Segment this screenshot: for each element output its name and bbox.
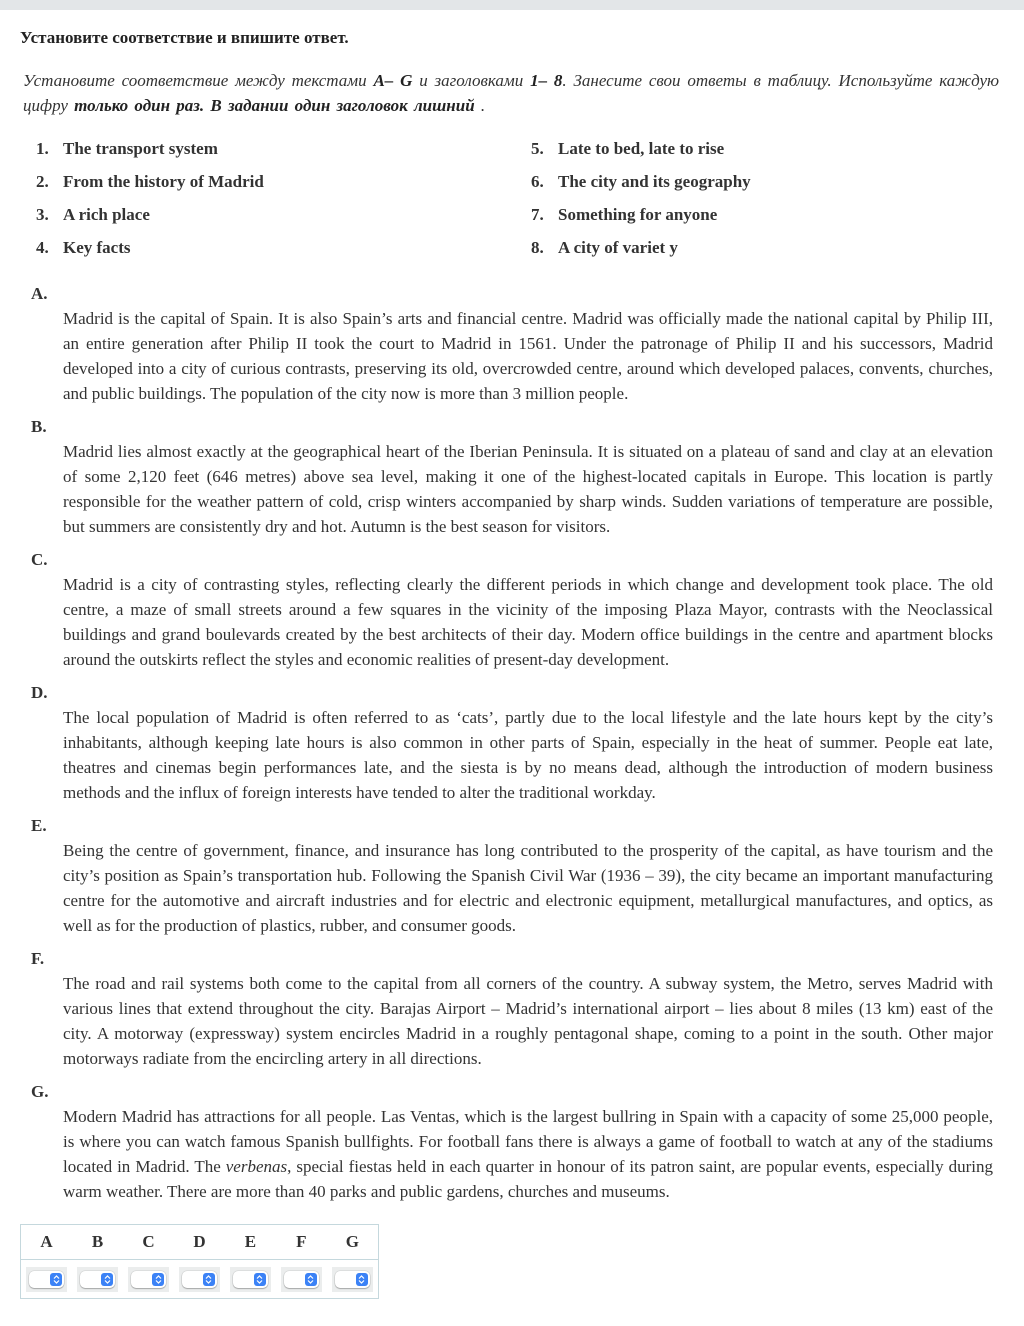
answer-cell [276, 1260, 327, 1299]
top-bar [0, 0, 1024, 10]
chevron-up-down-icon [254, 1273, 266, 1286]
heading-text: From the history of Madrid [63, 172, 264, 191]
heading-text: Key facts [63, 238, 131, 257]
heading-number: 3. [36, 205, 49, 224]
column-header-d: D [174, 1225, 225, 1260]
answer-cell [123, 1260, 174, 1299]
answer-select-wrap [26, 1267, 67, 1292]
task-instruction [23, 68, 999, 118]
passage-letter: C. [31, 550, 48, 569]
answer-cell [72, 1260, 123, 1299]
heading-text: The city and its geography [558, 172, 751, 191]
column-header-g: G [327, 1225, 379, 1260]
instruction-text: Установите соответствие между текстами [23, 71, 374, 90]
heading-item [531, 236, 996, 269]
answer-select-g[interactable] [335, 1271, 370, 1288]
heading-number: 7. [531, 205, 544, 224]
answer-select-wrap [128, 1267, 169, 1292]
passage-text-italic: verbenas [225, 1157, 288, 1176]
heading-item [36, 170, 531, 203]
heading-text: The transport system [63, 139, 218, 158]
column-header-b: B [72, 1225, 123, 1260]
chevron-up-down-icon [50, 1273, 62, 1286]
heading-number: 5. [531, 139, 544, 158]
chevron-up-down-icon [203, 1273, 215, 1286]
heading-text: Late to bed, late to rise [558, 139, 725, 158]
answer-table-select-row [21, 1260, 379, 1299]
answer-select-wrap [179, 1267, 220, 1292]
answer-select-wrap [281, 1267, 322, 1292]
chevron-up-down-icon [101, 1273, 113, 1286]
passage-text: The road and rail systems both come to the capital from all corners of the country. A subway system, the Metro, serves Madrid with various lines that extend throughout the city. Barajas Airport – Madrid’s international airport – lies about 8 miles (13 km) east of the city. A motorway (expressway) system encircles Madrid in a roughly pentagonal shape, coming to a point in the south. Other major motorways radiate from the encircling artery in all directions. [63, 974, 993, 1068]
answer-cell [327, 1260, 379, 1299]
answer-select-wrap [230, 1267, 271, 1292]
answer-select-e[interactable] [233, 1271, 268, 1288]
answer-select-c[interactable] [131, 1271, 166, 1288]
task-title: Установите соответствие и впишите ответ. [20, 28, 349, 47]
instruction-emphasis: только один раз. В задании один заголовок лишний [74, 96, 475, 115]
heading-item [531, 203, 996, 236]
heading-item [531, 170, 996, 203]
instruction-text: . [474, 96, 486, 115]
instruction-text: и заголовками [412, 71, 531, 90]
heading-number: 8. [531, 238, 544, 257]
column-header-e: E [225, 1225, 276, 1260]
heading-number: 6. [531, 172, 544, 191]
instruction-text: . Занесите свои ответы в таблицу. Используйте каждую цифру [23, 71, 1000, 115]
heading-number: 1. [36, 139, 49, 158]
chevron-up-down-icon [305, 1273, 317, 1286]
passage-text: Madrid is a city of contrasting styles, reflecting clearly the different periods in which change and development took place. The old centre, a maze of small streets around a few squares in the vicinity of the imposing Plaza Mayor, contrasts with the Neoclassical buildings and grand boulevards created by the best architects of their day. Modern office buildings in the centre and apartment blocks around the outskirts reflect the styles and economic realities of present-day development. [63, 575, 993, 669]
answer-select-d[interactable] [182, 1271, 217, 1288]
heading-text: Something for anyone [558, 205, 718, 224]
heading-number: 2. [36, 172, 49, 191]
instruction-range-numbers: 1– 8 [530, 71, 563, 90]
answer-select-a[interactable] [29, 1271, 64, 1288]
heading-item [36, 203, 531, 236]
answer-table [20, 1224, 379, 1299]
heading-number: 4. [36, 238, 49, 257]
column-header-f: F [276, 1225, 327, 1260]
chevron-up-down-icon [356, 1273, 368, 1286]
answer-cell [174, 1260, 225, 1299]
heading-item [36, 236, 531, 269]
heading-item [36, 137, 531, 170]
column-header-c: C [123, 1225, 174, 1260]
passage-letter: B. [31, 417, 47, 436]
passage-text: Being the centre of government, finance, and insurance has long contributed to the prosperity of the capital, as have tourism and the city’s position as Spain’s transportation hub. Following the Spanish Civil War (1936 – 39), the city became an important manufacturing centre for the automotive and aircraft industries and for electric and electronic equipment, metallurgical manufactures, and optics, as well as for the production of plastics, rubber, and consumer goods. [63, 841, 993, 935]
column-header-a: A [21, 1225, 73, 1260]
heading-text: A city of variet y [558, 238, 678, 257]
answer-cell [21, 1260, 73, 1299]
answer-select-b[interactable] [80, 1271, 115, 1288]
answer-table-header-row [21, 1225, 379, 1260]
heading-text: A rich place [63, 205, 150, 224]
passage-text: Madrid lies almost exactly at the geographical heart of the Iberian Peninsula. It is situated on a plateau of sand and clay at an elevation of some 2,120 feet (646 metres) above sea level, making it one of the highest-located capitals in Europe. This location is partly responsible for the weather pattern of cold, crisp winters accompanied by sharp winds. Sudden variations of temperature are possible, but summers are consistently dry and hot. Autumn is the best season for visitors. [63, 442, 993, 536]
passage-letter: G. [31, 1082, 49, 1101]
passage-letter: E. [31, 816, 47, 835]
answer-cell [225, 1260, 276, 1299]
heading-item [531, 137, 996, 170]
passage-text-part: Modern Madrid has attractions for all people. Las Ventas, which is the largest bullring in Spain with a capacity of some 25,000 people, is where you can watch famous Spanish bullfights. For football fans there is always a game of football to watch at any of the stadiums located in Madrid. The [63, 1107, 993, 1176]
answer-select-wrap [332, 1267, 373, 1292]
passage-letter: A. [31, 284, 48, 303]
passage-letter: D. [31, 683, 48, 702]
passage-letter: F. [31, 949, 45, 968]
passage-text: Madrid is the capital of Spain. It is also Spain’s arts and financial centre. Madrid was officially made the national capital by Philip III, an entire generation after Philip II took the court to Madrid in 1561. Under the patronage of Philip II and his successors, Madrid developed into a city of curious contrasts, preserving its old, overcrowded centre, around which developed palaces, convents, churches, and public buildings. The population of the city now is more than 3 million people. [63, 309, 993, 403]
headings-list [36, 137, 996, 269]
instruction-range-letters: A– G [373, 71, 413, 90]
passage-text: The local population of Madrid is often referred to as ‘cats’, partly due to the local lifestyle and the late hours kept by the city’s inhabitants, although keeping late hours is also common in other parts of Spain, especially in the heat of summer. People eat late, theatres and cinemas begin performances late, and the siesta is by no means dead, although the introduction of modern business methods and the influx of foreign interests have tended to alter the traditional workday. [63, 708, 993, 802]
passage-text [63, 1104, 993, 1204]
answer-select-f[interactable] [284, 1271, 319, 1288]
chevron-up-down-icon [152, 1273, 164, 1286]
answer-select-wrap [77, 1267, 118, 1292]
passage-text-part: , special fiestas held in each quarter in honour of its patron saint, are popular events, especially during warm weather. There are more than 40 parks and public gardens, churches and museums. [63, 1157, 994, 1201]
